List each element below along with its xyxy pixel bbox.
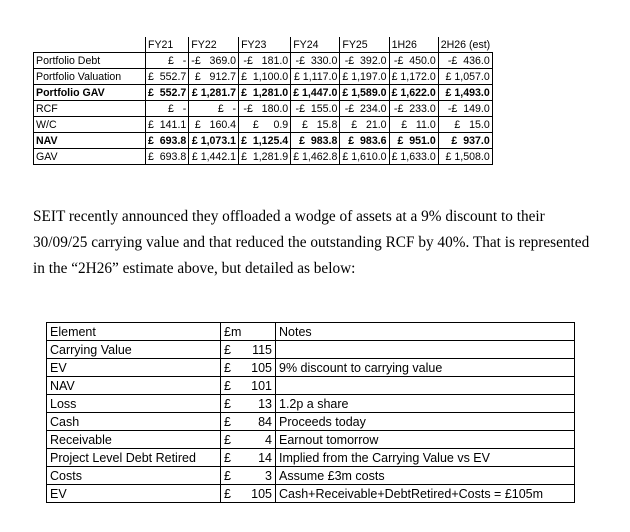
asset-currency: £: [221, 485, 242, 503]
asset-header-element: Element: [47, 323, 221, 341]
fin-cell: £ 693.8: [146, 149, 189, 165]
asset-notes: Cash+Receivable+DebtRetired+Costs = £105m: [276, 485, 575, 503]
asset-value: 105: [241, 359, 276, 377]
asset-value: 13: [241, 395, 276, 413]
asset-value: 115: [241, 341, 276, 359]
fin-cell: £ 0.9: [239, 117, 291, 133]
fin-cell: £ 983.6: [340, 133, 389, 149]
fin-cell: £ 552.7: [146, 85, 189, 101]
fin-cell: -£ 180.0: [239, 101, 291, 117]
fin-cell: £ -: [189, 101, 239, 117]
fin-row-label: RCF: [34, 101, 146, 117]
asset-row: [47, 485, 575, 503]
fin-row: [34, 53, 493, 69]
asset-notes: 1.2p a share: [276, 395, 575, 413]
asset-header-value: £m: [221, 323, 276, 341]
asset-element: Costs: [47, 467, 221, 485]
fin-cell: £ -: [146, 101, 189, 117]
asset-header-row: [47, 323, 575, 341]
asset-currency: £: [221, 341, 242, 359]
asset-currency: £: [221, 395, 242, 413]
asset-currency: £: [221, 413, 242, 431]
asset-notes: Implied from the Carrying Value vs EV: [276, 449, 575, 467]
asset-row: [47, 431, 575, 449]
fin-cell: £ 1,281.0: [239, 85, 291, 101]
asset-value: 101: [241, 377, 276, 395]
fin-cell: £ 1,508.0: [438, 149, 492, 165]
fin-cell: £ 1,281.9: [239, 149, 291, 165]
fin-row-label: GAV: [34, 149, 146, 165]
fin-cell: -£ 436.0: [438, 53, 492, 69]
fin-cell: £ 1,610.0: [340, 149, 389, 165]
fin-header-cell: FY24: [291, 37, 340, 53]
fin-cell: £ 1,117.0: [291, 69, 340, 85]
fin-cell: -£ 233.0: [389, 101, 438, 117]
fin-row-label: Portfolio Debt: [34, 53, 146, 69]
asset-element: Receivable: [47, 431, 221, 449]
commentary-paragraph: SEIT recently announced they offloaded a wodge of assets at a 9% discount to their 30/09/25 carrying value and that reduced the outstanding RCF by 40%. That is represented in the “2H26” estimate above, but detailed as below:: [33, 208, 590, 277]
fin-cell: £ 160.4: [189, 117, 239, 133]
fin-cell: -£ 155.0: [291, 101, 340, 117]
asset-element: Carrying Value: [47, 341, 221, 359]
asset-element: Loss: [47, 395, 221, 413]
fin-cell: £ 937.0: [438, 133, 492, 149]
asset-row: [47, 359, 575, 377]
fin-row-label: Portfolio Valuation: [34, 69, 146, 85]
fin-cell: £ 552.7: [146, 69, 189, 85]
asset-notes: 9% discount to carrying value: [276, 359, 575, 377]
asset-notes: Assume £3m costs: [276, 467, 575, 485]
fin-cell: £ 1,447.0: [291, 85, 340, 101]
fin-cell: £ 1,125.4: [239, 133, 291, 149]
fin-row: [34, 101, 493, 117]
fin-cell: £ 1,633.0: [389, 149, 438, 165]
asset-value: 4: [241, 431, 276, 449]
fin-cell: £ 1,057.0: [438, 69, 492, 85]
fin-header-cell: FY22: [189, 37, 239, 53]
fin-cell: £ 983.8: [291, 133, 340, 149]
asset-sale-table: [46, 322, 575, 503]
fin-cell: -£ 181.0: [239, 53, 291, 69]
fin-row-label: W/C: [34, 117, 146, 133]
fin-cell: £ 1,073.1: [189, 133, 239, 149]
fin-cell: £ 1,442.1: [189, 149, 239, 165]
asset-currency: £: [221, 431, 242, 449]
financial-summary-table: [33, 37, 493, 165]
fin-cell: -£ 369.0: [189, 53, 239, 69]
fin-cell: -£ 149.0: [438, 101, 492, 117]
fin-cell: £ 1,493.0: [438, 85, 492, 101]
fin-header-cell: 1H26: [389, 37, 438, 53]
asset-row: [47, 377, 575, 395]
fin-cell: £ 141.1: [146, 117, 189, 133]
fin-cell: £ 1,462.8: [291, 149, 340, 165]
asset-value: 14: [241, 449, 276, 467]
fin-cell: £ 11.0: [389, 117, 438, 133]
fin-cell: £ 21.0: [340, 117, 389, 133]
asset-row: [47, 413, 575, 431]
asset-currency: £: [221, 377, 242, 395]
fin-cell: £ -: [146, 53, 189, 69]
asset-value: 3: [241, 467, 276, 485]
fin-row-label: Portfolio GAV: [34, 85, 146, 101]
fin-header-cell: FY21: [146, 37, 189, 53]
fin-row: [34, 69, 493, 85]
asset-row: [47, 449, 575, 467]
fin-cell: £ 693.8: [146, 133, 189, 149]
asset-value: 84: [241, 413, 276, 431]
fin-cell: £ 951.0: [389, 133, 438, 149]
asset-currency: £: [221, 467, 242, 485]
fin-cell: £ 1,197.0: [340, 69, 389, 85]
fin-cell: £ 1,172.0: [389, 69, 438, 85]
asset-value: 105: [241, 485, 276, 503]
fin-row: [34, 85, 493, 101]
fin-row: [34, 117, 493, 133]
fin-cell: £ 15.0: [438, 117, 492, 133]
fin-cell: -£ 450.0: [389, 53, 438, 69]
asset-notes: Earnout tomorrow: [276, 431, 575, 449]
asset-currency: £: [221, 359, 242, 377]
fin-header-cell: 2H26 (est): [438, 37, 492, 53]
asset-notes: [276, 377, 575, 395]
asset-notes: [276, 341, 575, 359]
fin-header-cell: FY23: [239, 37, 291, 53]
fin-cell: £ 1,100.0: [239, 69, 291, 85]
asset-element: NAV: [47, 377, 221, 395]
asset-notes: Proceeds today: [276, 413, 575, 431]
fin-header-row: [34, 37, 493, 53]
fin-cell: -£ 392.0: [340, 53, 389, 69]
fin-row-label: NAV: [34, 133, 146, 149]
fin-header-blank: [34, 37, 146, 53]
asset-element: Project Level Debt Retired: [47, 449, 221, 467]
fin-cell: £ 15.8: [291, 117, 340, 133]
fin-header-cell: FY25: [340, 37, 389, 53]
fin-row: [34, 133, 493, 149]
asset-element: Cash: [47, 413, 221, 431]
fin-cell: -£ 234.0: [340, 101, 389, 117]
asset-row: [47, 467, 575, 485]
asset-row: [47, 341, 575, 359]
asset-currency: £: [221, 449, 242, 467]
fin-cell: £ 912.7: [189, 69, 239, 85]
asset-element: EV: [47, 485, 221, 503]
asset-header-notes: Notes: [276, 323, 575, 341]
fin-cell: -£ 330.0: [291, 53, 340, 69]
fin-cell: £ 1,589.0: [340, 85, 389, 101]
fin-row: [34, 149, 493, 165]
fin-cell: £ 1,622.0: [389, 85, 438, 101]
fin-cell: £ 1,281.7: [189, 85, 239, 101]
asset-row: [47, 395, 575, 413]
asset-element: EV: [47, 359, 221, 377]
